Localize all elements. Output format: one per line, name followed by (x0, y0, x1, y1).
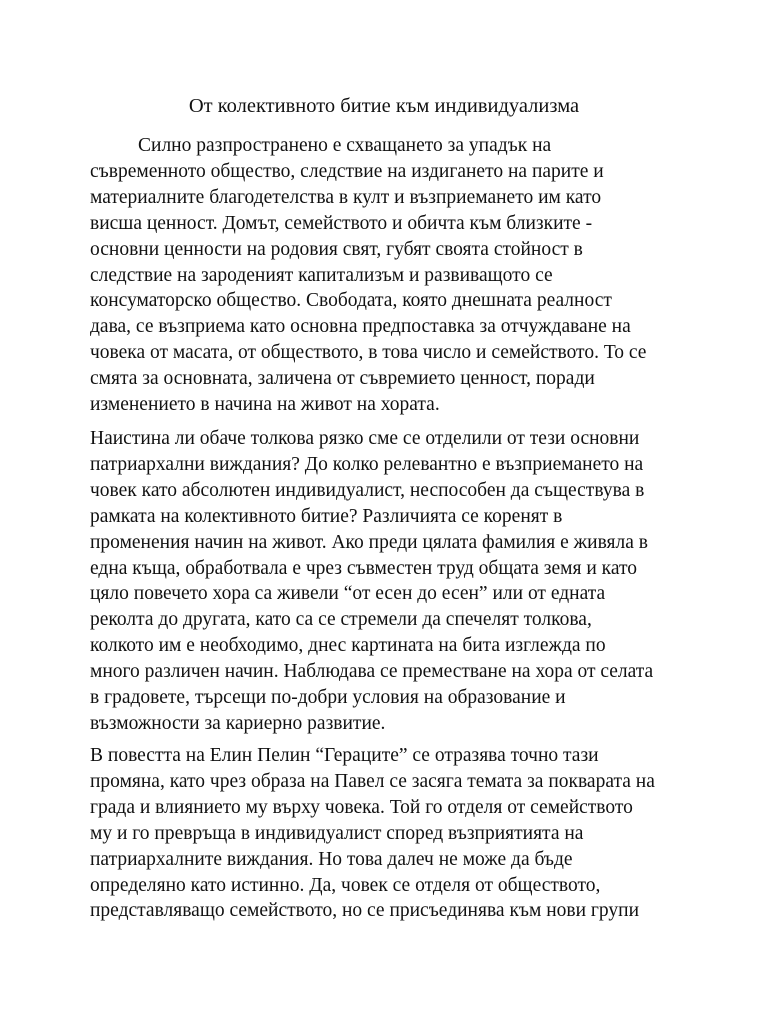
document-title: От колективното битие към индивидуализма (188, 95, 580, 117)
paragraph-2 (90, 426, 690, 737)
paragraph-line: промяна, като чрез образа на Павел се засяга темата за покварата на (90, 770, 655, 792)
paragraph-line: му и го превръща в индивидуалист според възприятията на (90, 822, 584, 844)
paragraph-line: В повестта на Елин Пелин “Гераците” се отразява точно тази (90, 745, 599, 766)
paragraph-line: представляващо семейството, но се присъединява към нови групи (90, 900, 640, 922)
paragraph-line: Наистина ли обаче толкова рязко сме се отделили от тези основни (90, 428, 640, 449)
paragraph-line: патриархални виждания? До колко релевантно е възприемането на (90, 453, 644, 475)
paragraph-line: човека от масата, от обществото, в това число и семейството. То се (90, 342, 647, 364)
paragraph-line: една къща, обработвала е чрез съвместен труд общата земя и като (90, 557, 637, 579)
paragraph-line: изменението в начина на живот на хората. (90, 394, 440, 416)
paragraph-line: променения начин на живот. Ако преди цялата фамилия е живяла в (90, 531, 648, 553)
paragraph-1 (90, 133, 690, 418)
paragraph-line: колкото им е необходимо, днес картината на бита изглежда по (90, 635, 606, 657)
paragraph-line: смята за основната, заличена от съвремието ценност, поради (90, 368, 595, 390)
paragraph-line: дава, се възприема като основна предпоставка за отчуждаване на (90, 316, 631, 338)
paragraph-line: основни ценности на родовия свят, губят своята стойност в (90, 238, 583, 260)
paragraph-line: патриархалните виждания. Но това далеч не може да бъде (90, 848, 573, 870)
paragraph-line: много различен начин. Наблюдава се преместване на хора от селата (90, 661, 654, 683)
paragraph-line: консуматорско общество. Свободата, която днешната реалност (90, 290, 612, 312)
paragraph-3 (90, 743, 690, 924)
paragraph-line: в градовете, търсещи по-добри условия на образование и (90, 687, 566, 709)
paragraph-line: съвременното общество, следствие на издигането на парите и (90, 160, 604, 182)
paragraph-line: материалните благодетелства в култ и възприемането им като (90, 186, 602, 208)
paragraph-line: цяло повечето хора са живели “от есен до есен” или от едната (90, 583, 606, 605)
paragraph-line: следствие на зароденият капитализъм и развиващото се (90, 264, 553, 286)
paragraph-line: възможности за кариерно развитие. (90, 712, 386, 734)
paragraph-line: рамката на колективното битие? Различията се коренят в (90, 505, 563, 527)
paragraph-line: реколта до другата, като са се стремели да спечелят толкова, (90, 609, 592, 631)
paragraph-line: Силно разпространено е схващането за упадък на (138, 135, 552, 156)
paragraph-line: града и влиянието му върху човека. Той го отделя от семейството (90, 796, 633, 818)
paragraph-line: определяно като истинно. Да, човек се отделя от обществото, (90, 874, 601, 896)
paragraph-line: висша ценност. Домът, семейството и обичта към близките - (90, 212, 593, 234)
paragraph-line: човек като абсолютен индивидуалист, неспособен да съществува в (90, 479, 645, 501)
